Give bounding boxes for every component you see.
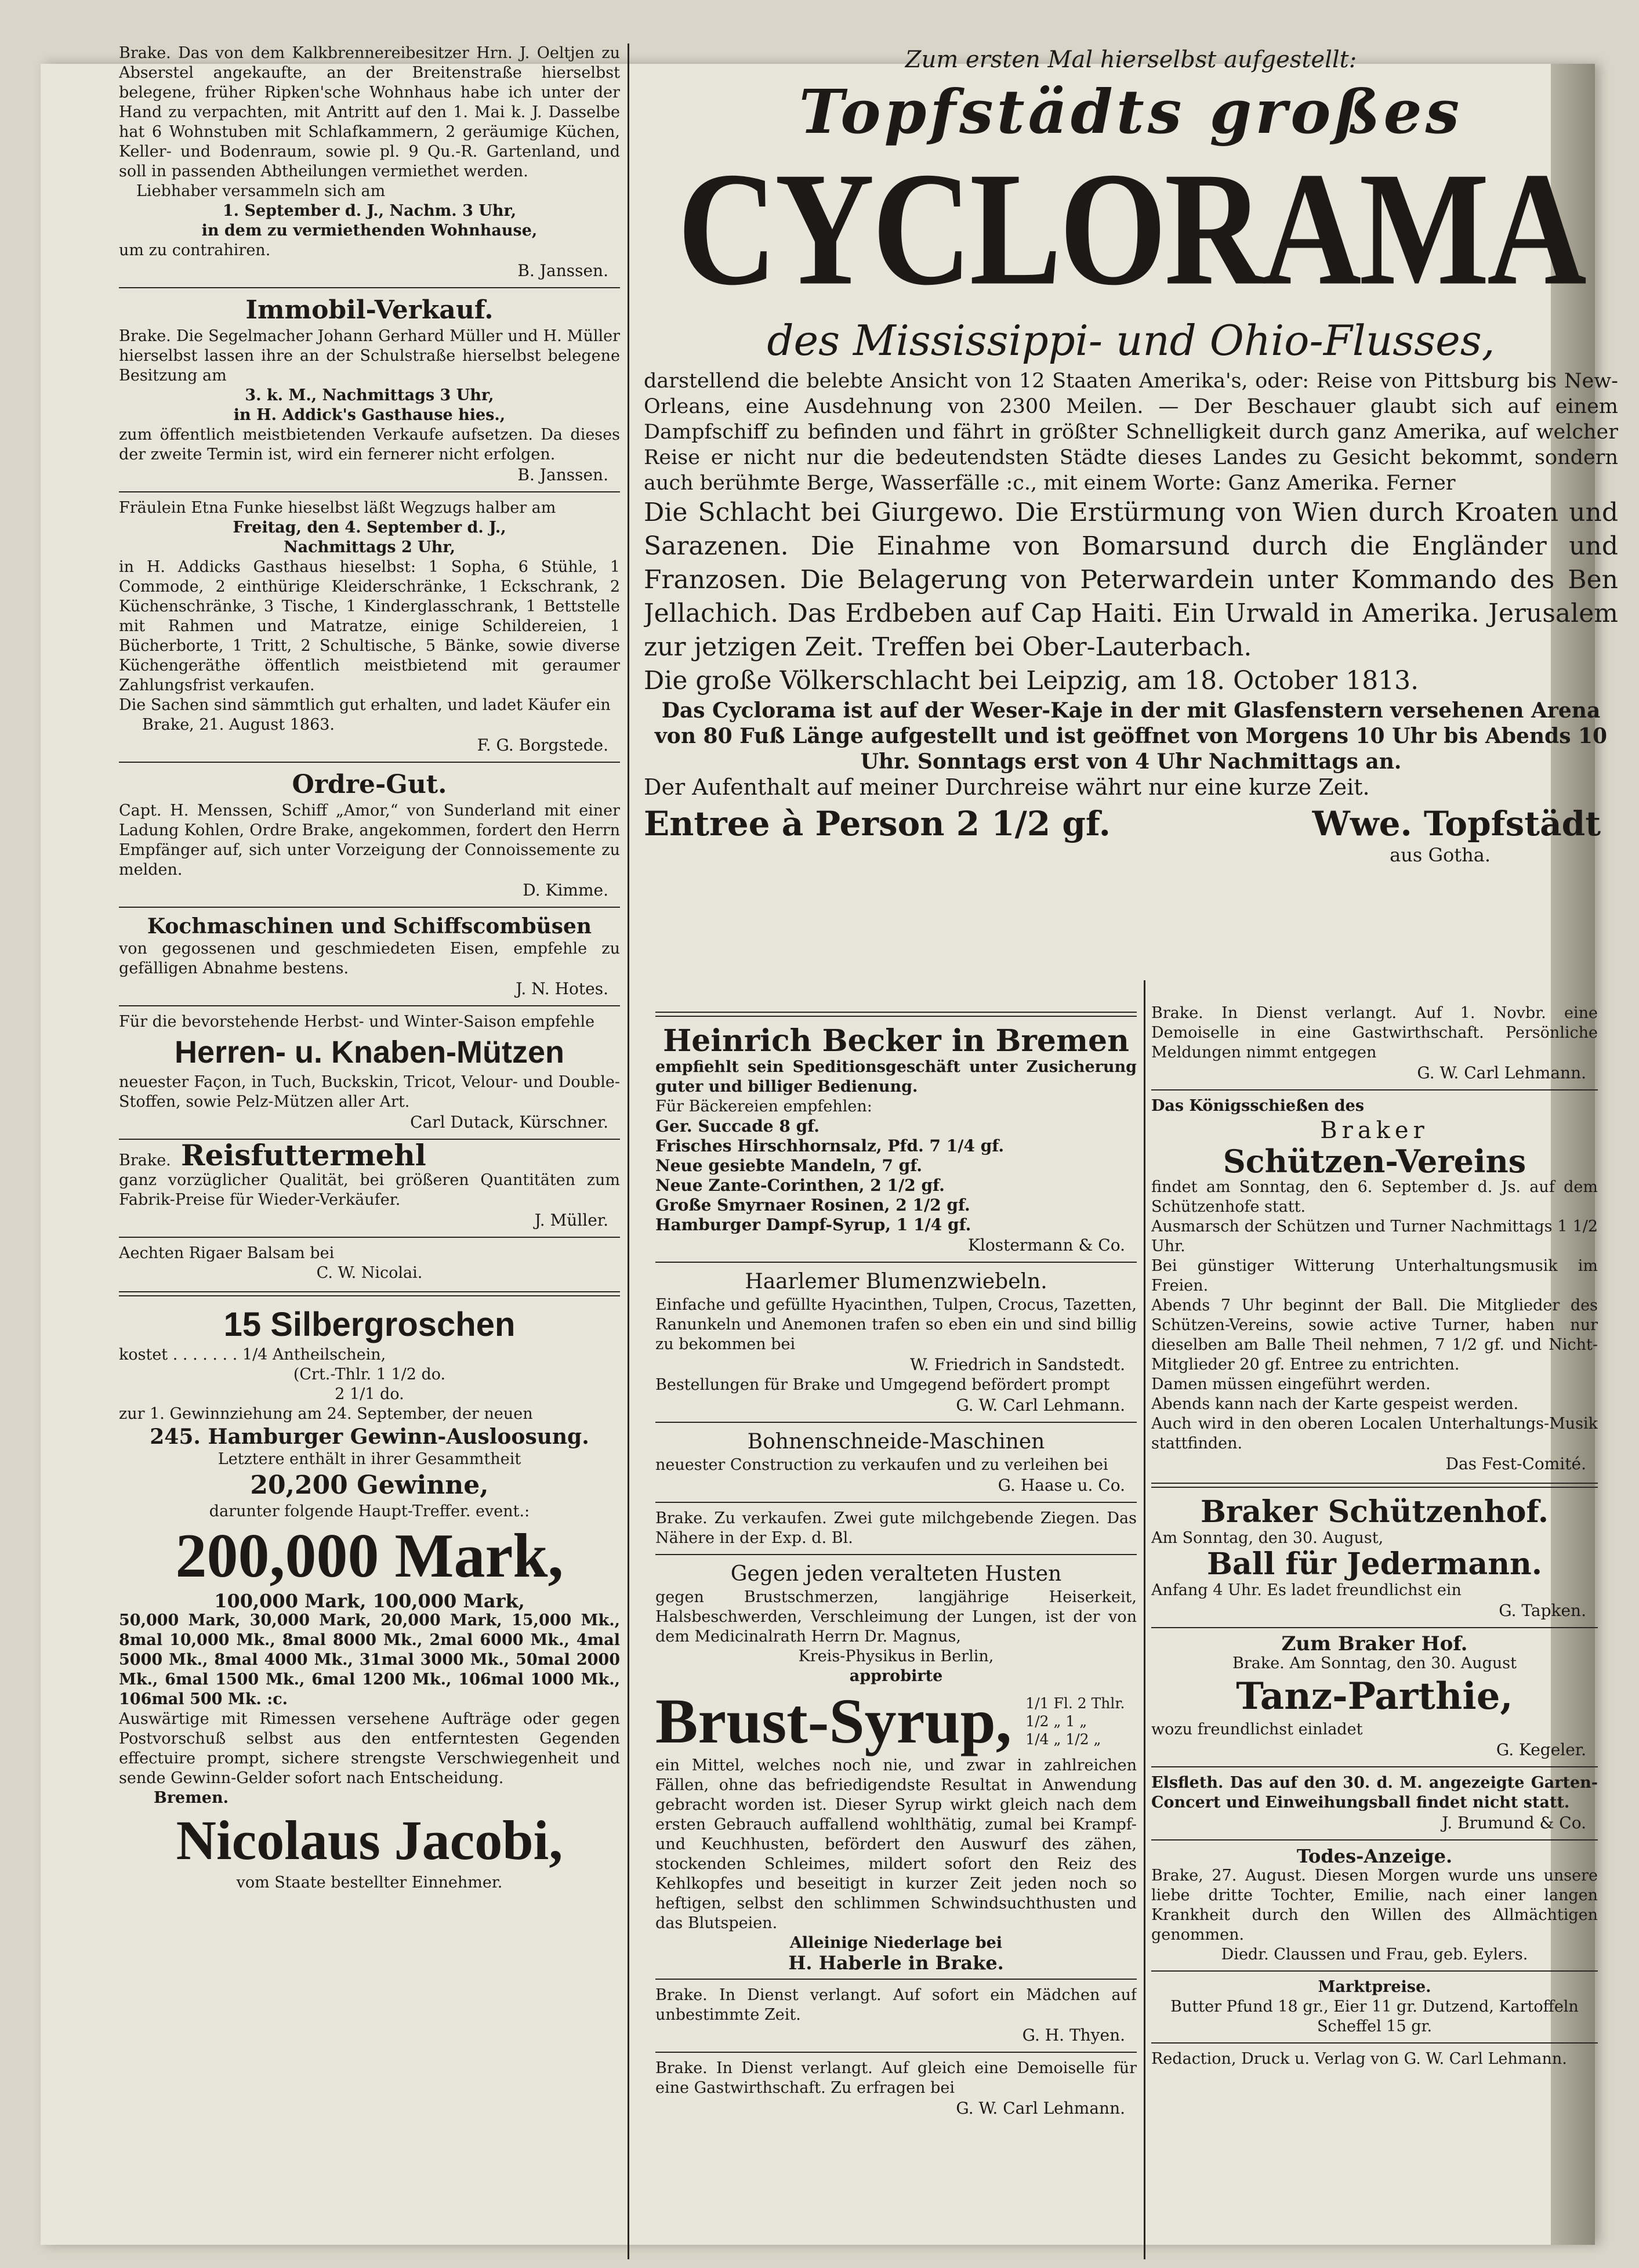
ad-text: Braker xyxy=(1320,1117,1429,1144)
middle-column xyxy=(655,1003,1137,2119)
cyclorama-entree: Entree à Person 2 1/2 gf. xyxy=(644,804,1111,843)
price-line: 1/1 Fl. 2 Thlr. xyxy=(1025,1694,1125,1712)
ad-text: Liebhaber versammeln sich am xyxy=(136,182,386,200)
price-line: 1/2 „ 1 „ xyxy=(1025,1712,1087,1730)
ad-immobil xyxy=(119,294,620,486)
ad-heading: Immobil-Verkauf. xyxy=(245,295,494,325)
ad-text: Einfache und gefüllte Hyacinthen, Tulpen, Crocus, Tazetten, Ranunkeln und Anemonen trafen so eben ein und sind billig zu bekommen bei xyxy=(655,1296,1137,1353)
cyclorama-leipzig: Die große Völkerschlacht bei Leipzig, am 18. October 1813. xyxy=(644,666,1419,695)
ad-text: Brake. Zu verkaufen. Zwei gute milchgebende Ziegen. Das Nähere in der Exp. d. Bl. xyxy=(655,1509,1137,1547)
ad-brustsyrup xyxy=(655,1561,1137,1973)
ad-heading: Reisfuttermehl xyxy=(180,1138,426,1172)
ad-todes xyxy=(1151,1846,1598,1965)
ad-text: zum öffentlich meistbietenden Verkaufe aufsetzen. Da dieses der zweite Termin ist, wird ein fernerer nicht erfolgen. xyxy=(119,426,620,463)
ad-text: Bei günstiger Witterung Unterhaltungsmusik im Freien. xyxy=(1151,1257,1598,1295)
ad-heading: Heinrich Becker in Bremen xyxy=(663,1023,1129,1059)
ad-highlight: 245. Hamburger Gewinn-Ausloosung. xyxy=(150,1425,589,1449)
ad-heading: Ball für Jedermann. xyxy=(1207,1546,1542,1582)
ad-heading: Gegen jeden veralteten Husten xyxy=(730,1562,1062,1586)
ad-place: Brake. xyxy=(119,1151,171,1169)
cyclorama-location: Das Cyclorama ist auf der Weser-Kaje in der mit Glasfenstern versehenen Arena von 80 Fuß Länge aufgestellt und ist geöffnet von Morgens 10 Uhr bis Abends 10 Uhr. Sonntags erst von 4 Uhr Nachmittags an. xyxy=(654,698,1608,774)
ad-text: um zu contrahiren. xyxy=(119,241,271,259)
syrup-block xyxy=(655,1686,1137,1756)
ad-signature: J. N. Hotes. xyxy=(516,979,608,998)
ad-text xyxy=(119,1138,620,1172)
ad-name: Nicolaus Jacobi, xyxy=(176,1809,563,1871)
ad-role: vom Staate bestellter Einnehmer. xyxy=(236,1874,503,1892)
cyclorama-from: aus Gotha. xyxy=(1390,844,1491,865)
ad-text: Brake. In Dienst verlangt. Auf gleich eine Demoiselle für eine Gastwirthschaft. Zu erfragen bei xyxy=(655,2059,1137,2097)
ad-text: Damen müssen eingeführt werden. xyxy=(1151,1375,1431,1393)
ad-text: findet am Sonntag, den 6. September d. Js. auf dem Schützenhofe statt. xyxy=(1151,1178,1598,1216)
divider xyxy=(655,1422,1137,1423)
ad-text: Elsfleth. Das auf den 30. d. M. angezeigte Garten-Concert und Einweihungsball findet nicht statt. xyxy=(1151,1774,1598,1811)
ad-text: 50,000 Mark, 30,000 Mark, 20,000 Mark, 15,000 Mk., 8mal 10,000 Mk., 8mal 8000 Mk., 2mal 6000 Mk., 4mal 5000 Mk., 8mal 4000 Mk., 31mal 3000 Mk., 50mal 2000 Mk., 6mal 1500 Mk., 6mal 1200 Mk., 106mal 1000 Mk., 106mal 500 Mk. :c. xyxy=(119,1611,620,1708)
imprint: Redaction, Druck u. Verlag von G. W. Carl Lehmann. xyxy=(1151,2050,1567,2068)
ad-text: Brake. Die Segelmacher Johann Gerhard Müller und H. Müller hierselbst lassen ihre an der Schulstraße hierselbst belegene Besitzung am xyxy=(119,327,620,385)
ad-highlight: in dem zu vermiethenden Wohnhause, xyxy=(201,222,538,240)
ad-big-number: 200,000 Mark, xyxy=(175,1521,564,1591)
ad-signature: G. Tapken. xyxy=(1499,1601,1586,1620)
ad-signature: D. Kimme. xyxy=(523,881,608,900)
ad-highlight: Nachmittags 2 Uhr, xyxy=(283,538,455,556)
cyclorama-intro: Zum ersten Mal hierselbst aufgestellt: xyxy=(905,46,1357,73)
ad-text: empfiehlt sein Speditionsgeschäft unter Zusicherung guter und billiger Bedienung. xyxy=(655,1058,1137,1096)
ad-text: Am Sonntag, den 30. August, xyxy=(1151,1529,1384,1547)
ad-markt xyxy=(1151,1977,1598,2037)
ad-signature: Das Fest-Comité. xyxy=(1445,1454,1586,1473)
ad-heading: Haarlemer Blumenzwiebeln. xyxy=(745,1270,1047,1294)
ad-heading: Herren- u. Knaben-Mützen xyxy=(174,1035,565,1070)
ad-text: Aechten Rigaer Balsam bei xyxy=(119,1244,335,1262)
ad-text: Anfang 4 Uhr. Es ladet freundlichst ein xyxy=(1151,1581,1462,1599)
ad-signature: J. Müller. xyxy=(534,1211,608,1230)
ad-signature: Carl Dutack, Kürschner. xyxy=(410,1113,608,1132)
divider xyxy=(119,1005,620,1006)
ad-heading: Bohnenschneide-Maschinen xyxy=(747,1430,1045,1454)
ad-heading: Todes-Anzeige. xyxy=(1296,1845,1453,1867)
ad-city: Bremen. xyxy=(154,1789,229,1807)
ad-highlight: H. Haberle in Brake. xyxy=(788,1952,1004,1974)
cyclorama-body: darstellend die belebte Ansicht von 12 Staaten Amerika's, oder: Reise von Pittsburg bis New-Orleans, eine Ausdehnung von 2300 Meilen. — Der Beschauer glaubt sich auf einem Dampfschiff zu befinden und fährt in größter Schnelligkeit durch ganz Amerika, auf welcher Reise er nicht nur die bedeutendsten Städte dieses Landes zu Gesicht bekommt, sondern auch berühmte Berge, Wasserfälle :c., mit einem Worte: Ganz Amerika. Ferner xyxy=(644,369,1618,495)
ad-text: Abends kann nach der Karte gespeist werden. xyxy=(1151,1395,1519,1413)
divider xyxy=(1151,1627,1598,1628)
divider xyxy=(1151,1483,1598,1488)
ad-lehmann-demoiselle xyxy=(655,2059,1137,2119)
ad-highlight: in H. Addick's Gasthause hies., xyxy=(233,406,506,424)
divider xyxy=(119,1237,620,1238)
ad-highlight: 1. September d. J., Nachm. 3 Uhr, xyxy=(222,202,517,220)
ad-ordre-gut xyxy=(119,769,620,901)
divider xyxy=(119,762,620,763)
ad-big-name: Brust-Syrup, xyxy=(655,1686,1012,1756)
ad-text: Brake, 27. August. Diesen Morgen wurde uns unsere liebe dritte Tochter, Emilie, nach einer langen Krankheit durch den Willen des Allmächtigen genommen. xyxy=(1151,1867,1598,1944)
ad-heading: Kochmaschinen und Schiffscombüsen xyxy=(147,914,592,939)
cyclorama-subtitle: des Mississippi- und Ohio-Flusses, xyxy=(767,316,1495,365)
ad-heading: Schützen-Vereins xyxy=(1223,1143,1526,1180)
ad-heading: Tanz-Parthie, xyxy=(1236,1675,1513,1718)
divider xyxy=(1151,1970,1598,1972)
divider xyxy=(1151,1766,1598,1767)
divider xyxy=(655,1502,1137,1503)
ad-signature: W. Friedrich in Sandstedt. xyxy=(910,1355,1125,1374)
ad-blumenzwiebeln xyxy=(655,1269,1137,1416)
cyclorama-stay: Der Aufenthalt auf meiner Durchreise währt nur eine kurze Zeit. xyxy=(644,774,1370,800)
divider xyxy=(1151,1839,1598,1841)
ad-highlight: Freitag, den 4. September d. J., xyxy=(233,519,506,537)
ad-text: Butter Pfund 18 gr., Eier 11 gr. Dutzend, Kartoffeln Scheffel 15 gr. xyxy=(1170,1998,1579,2035)
cyclorama-ad xyxy=(644,44,1618,865)
ad-becker xyxy=(655,1025,1137,1256)
ad-signature: B. Janssen. xyxy=(517,261,608,280)
cyclorama-scenes: Die Schlacht bei Giurgewo. Die Erstürmung von Wien durch Kroaten und Sarazenen. Die Einahme von Bomarsund durch die Engländer und Franzosen. Die Belagerung von Peterwardein unter Kommando des Ben Jellachich. Das Erdbeben auf Cap Haiti. Ein Urwald in Amerika. Jerusalem zur jetzigen Zeit. Treffen bei Ober-Lauterbach. xyxy=(644,498,1618,662)
ad-kochmaschinen xyxy=(119,914,620,999)
ad-text: (Crt.-Thlr. 1 1/2 do. xyxy=(293,1365,446,1383)
ad-ziegen xyxy=(655,1509,1137,1548)
list-item: Frisches Hirschhornsalz, Pfd. 7 1/4 gf. xyxy=(655,1136,1005,1155)
left-column xyxy=(119,44,620,1893)
divider xyxy=(655,1262,1137,1263)
ad-text: zur 1. Gewinnziehung am 24. September, der neuen xyxy=(119,1405,533,1423)
ad-muetzen xyxy=(119,1012,620,1133)
ad-reisfuttermehl xyxy=(119,1138,620,1231)
ad-signature: Diedr. Claussen und Frau, geb. Eylers. xyxy=(1221,1945,1528,1963)
cyclorama-owner: Wwe. Topfstädt xyxy=(1312,804,1601,843)
ad-funke-auction xyxy=(119,498,620,756)
ad-text: ein Mittel, welches noch nie, und zwar in zahlreichen Fällen, ohne das befriedigendste Resultat in Anwendung gebracht worden ist. Dieser Syrup wirkt gleich nach dem ersten Gebrauch auffallend wohlthätig, zumal bei Krampf- und Keuchhusten, befördert den Auswurf des zähen, stockenden Schleimes, mildert sofort den Reiz des Kehlkopfes und beseitigt in kurzer Zeit jeden noch so heftigen, selbst den schlimmen Schwindsuchthusten und das Blutspeien. xyxy=(655,1756,1137,1932)
divider xyxy=(119,1291,620,1296)
ad-text: in H. Addicks Gasthaus hieselbst: 1 Sopha, 6 Stühle, 1 Commode, 2 einthürige Kleiderschränke, 1 Eckschrank, 2 Küchenschränke, 3 Tische, 1 Kinderglasschrank, 1 Bettstelle mit Rahmen und Matratze, einige Schildereien, 1 Bücherborte, 1 Tritt, 2 Schultische, 5 Bänke, sowie diverse Küchengeräthe öffentlich meistbietend mit geraumer Zahlungsfrist verkaufen. xyxy=(119,558,620,694)
list-item: Neue Zante-Corinthen, 2 1/2 gf. xyxy=(655,1176,945,1195)
ad-text: Das Königsschießen des xyxy=(1151,1097,1365,1115)
list-item: Ger. Succade 8 gf. xyxy=(655,1117,820,1136)
divider xyxy=(655,1012,1137,1017)
ad-text: gegen Brustschmerzen, langjährige Heiserkeit, Halsbeschwerden, Verschleimung der Lungen, ist der von dem Medicinalrath Herrn Dr. Magnus, xyxy=(655,1588,1137,1646)
syrup-prices xyxy=(1025,1694,1125,1748)
ad-text: Brake. Das von dem Kalkbrennereibesitzer Hrn. J. Oeltjen zu Abserstel angekaufte, an der Breitenstraße hierselbst belegene, früher Ripken'sche Wohnhaus habe ich unter der Hand zu verpachten, mit Antritt auf den 1. Mai k. J. Dasselbe hat 6 Wohnstuben mit Schlafkammern, 2 geräumige Küchen, Keller- und Bodenraum, sowie pl. 9 Qu.-R. Gartenland, und soll in passenden Abtheilungen vermiethet werden. xyxy=(119,44,620,180)
ad-text: Bestellungen für Brake und Umgegend befördert prompt xyxy=(655,1376,1110,1394)
right-column xyxy=(1151,1003,1598,2069)
ad-text: Die Sachen sind sämmtlich gut erhalten, und ladet Käufer ein xyxy=(119,696,611,714)
ad-highlight: 100,000 Mark, 100,000 Mark, xyxy=(214,1590,525,1612)
ad-schuetzen xyxy=(1151,1096,1598,1474)
ad-text: neuester Construction zu verkaufen und zu verleihen bei xyxy=(655,1456,1108,1474)
ad-schuetzenhof xyxy=(1151,1496,1598,1621)
ad-text: neuester Façon, in Tuch, Buckskin, Tricot, Velour- und Double-Stoffen, sowie Pelz-Mützen aller Art. xyxy=(119,1073,620,1111)
ad-signature: G. W. Carl Lehmann. xyxy=(956,2099,1125,2118)
ad-text: Brake. Am Sonntag, den 30. August xyxy=(1232,1654,1517,1672)
ad-signature: G. H. Thyen. xyxy=(1022,2026,1125,2045)
price-line: 1/4 „ 1/2 „ xyxy=(1025,1730,1101,1748)
ad-signature: C. W. Nicolai. xyxy=(316,1264,423,1282)
ad-signature: Klostermann & Co. xyxy=(967,1236,1125,1255)
divider xyxy=(655,2052,1137,2053)
ad-highlight: 20,200 Gewinne, xyxy=(250,1470,489,1500)
ad-text: Brake. In Dienst verlangt. Auf 1. Novbr. eine Demoiselle in eine Gastwirthschaft. Persönliche Meldungen nimmt entgegen xyxy=(1151,1004,1598,1061)
ad-heading: Zum Braker Hof. xyxy=(1281,1632,1468,1655)
ad-signature: G. Haase u. Co. xyxy=(998,1476,1125,1495)
ad-thyen xyxy=(655,1986,1137,2046)
ad-elsfleth xyxy=(1151,1773,1598,1834)
divider xyxy=(119,907,620,908)
ad-highlight: Alleinige Niederlage bei xyxy=(789,1934,1003,1952)
cyclorama-headline: CYCLORAMA xyxy=(677,139,1584,319)
ad-highlight: approbirte xyxy=(849,1667,943,1685)
divider xyxy=(1151,2042,1598,2044)
divider xyxy=(119,287,620,288)
cyclorama-title: Topfstädts großes xyxy=(799,76,1463,147)
ad-heading: Marktpreise. xyxy=(1318,1978,1431,1996)
ad-text: Fräulein Etna Funke hieselbst läßt Wegzugs halber am xyxy=(119,499,556,517)
ad-signature: G. W. Carl Lehmann. xyxy=(1417,1063,1586,1082)
ad-text: kostet . . . . . . . 1/4 Antheilschein, xyxy=(119,1346,386,1364)
ad-text: Kreis-Physikus in Berlin, xyxy=(798,1647,994,1665)
ad-heading: 15 Silbergroschen xyxy=(223,1306,516,1343)
ad-signature: B. Janssen. xyxy=(517,465,608,484)
ad-text: Für Bäckereien empfehlen: xyxy=(655,1097,872,1115)
ad-text: 2 1/1 do. xyxy=(335,1385,404,1403)
price-list xyxy=(655,1117,1137,1235)
ad-highlight: 3. k. M., Nachmittags 3 Uhr, xyxy=(245,386,494,404)
ad-text: Ausmarsch der Schützen und Turner Nachmittags 1 1/2 Uhr. xyxy=(1151,1218,1598,1255)
ad-text: Letztere enthält in ihrer Gesammtheit xyxy=(217,1450,521,1468)
ad-text: Für die bevorstehende Herbst- und Winter-Saison empfehle xyxy=(119,1013,595,1031)
column-rule xyxy=(1144,980,1145,2259)
ad-balsam xyxy=(119,1244,620,1283)
ad-bohnen xyxy=(655,1429,1137,1496)
ad-text: darunter folgende Haupt-Treffer. event.: xyxy=(209,1502,530,1520)
ad-text: Brake. In Dienst verlangt. Auf sofort ein Mädchen auf unbestimmte Zeit. xyxy=(655,1986,1137,2024)
divider xyxy=(655,1554,1137,1555)
ad-heading: Braker Schützenhof. xyxy=(1200,1494,1549,1530)
ad-text: von gegossenen und geschmiedeten Eisen, empfehle zu gefälligen Abnahme bestens. xyxy=(119,940,620,977)
list-item: Große Smyrnaer Rosinen, 2 1/2 gf. xyxy=(655,1195,970,1215)
ad-signature: G. W. Carl Lehmann. xyxy=(956,1396,1125,1415)
ad-text: Abends 7 Uhr beginnt der Ball. Die Mitglieder des Schützen-Vereins, sowie active Turner, haben nur dieselben am Balle Theil nehmen, 7 1/2 gf. und Nicht-Mitglieder 20 gf. Entree zu entrichten. xyxy=(1151,1296,1598,1374)
ad-signature: J. Brumund & Co. xyxy=(1442,1813,1586,1832)
cyclorama-footer xyxy=(644,800,1618,845)
divider xyxy=(119,491,620,492)
ad-text: wozu freundlichst einladet xyxy=(1151,1720,1363,1738)
divider xyxy=(655,1979,1137,1980)
divider xyxy=(1151,1089,1598,1090)
ad-signature: G. Kegeler. xyxy=(1496,1740,1586,1759)
column-rule xyxy=(628,44,629,2259)
ad-signature: F. G. Borgstede. xyxy=(477,736,608,755)
ad-heading: Ordre-Gut. xyxy=(292,770,447,799)
ad-text: ganz vorzüglicher Qualität, bei größeren Quantitäten zum Fabrik-Preise für Wieder-Verkäufer. xyxy=(119,1171,620,1209)
ad-house-lease xyxy=(119,44,620,281)
ad-date: Brake, 21. August 1863. xyxy=(142,716,335,734)
ad-text: Capt. H. Menssen, Schiff „Amor,“ von Sunderland mit einer Ladung Kohlen, Ordre Brake, angekommen, fordert den Herrn Empfänger auf, sich unter Vorzeigung der Connoissemente zu melden. xyxy=(119,802,620,879)
list-item: Hamburger Dampf-Syrup, 1 1/4 gf. xyxy=(655,1215,971,1234)
ad-text: Auch wird in den oberen Localen Unterhaltungs-Musik stattfinden. xyxy=(1151,1415,1598,1452)
list-item: Neue gesiebte Mandeln, 7 gf. xyxy=(655,1156,922,1175)
ad-text: Auswärtige mit Rimessen versehene Aufträge oder gegen Postvorschuß selbst aus den entferntesten Gegenden effectuire prompt, sichere strengste Verschwiegenheit und sende Gewinn-Gelder sofort nach Entscheidung. xyxy=(119,1710,620,1787)
ad-lottery xyxy=(119,1305,620,1893)
ad-braker-hof xyxy=(1151,1634,1598,1760)
ad-novbr-demoiselle xyxy=(1151,1003,1598,1084)
